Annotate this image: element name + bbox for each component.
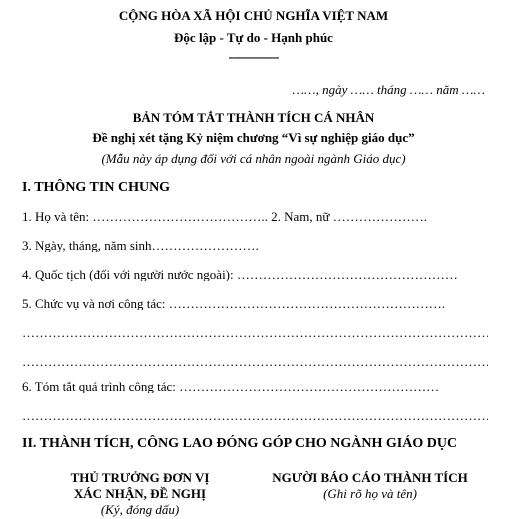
field-position-workplace: 5. Chức vụ và nơi công tác: ………………………………………………………. [22,297,446,310]
document-subtitle: Đề nghị xét tặng Kỷ niệm chương “Vì sự nghiệp giáo dục” [92,130,415,145]
national-motto: Độc lập - Tự do - Hạnh phúc [174,30,333,45]
field-name-gender: 1. Họ và tên: ………………………………….. 2. Nam, nữ …………………. [22,210,427,223]
document-note: (Mẫu này áp dụng đối với cá nhân ngoài ngành Giáo dục) [101,151,406,166]
document-title: BẢN TÓM TẮT THÀNH TÍCH CÁ NHÂN [132,110,375,125]
country-name: CỘNG HÒA XÃ HỘI CHỦ NGHĨA VIỆT NAM [118,8,389,23]
section-1-heading: I. THÔNG TIN CHUNG [22,180,171,195]
blank-dotted-line [22,409,488,422]
motto-underline: --------------- [228,49,279,64]
date-line: ……, ngày …… tháng …… năm …… [292,82,485,97]
blank-dotted-line [22,355,488,368]
signature-left-note: (Ký, đóng dấu) [100,502,180,517]
signature-left-title-2: XÁC NHẬN, ĐỀ NGHỊ [73,486,207,501]
field-birthdate: 3. Ngày, tháng, năm sinh……………………. [22,239,259,252]
section-2-heading: II. THÀNH TÍCH, CÔNG LAO ĐÓNG GÓP CHO NGÀNH GIÁO DỤC [22,436,458,451]
field-work-history: 6. Tóm tắt quá trình công tác: …………………………………………………… [22,380,440,393]
signature-right-title: NGƯỜI BÁO CÁO THÀNH TÍCH [272,470,468,485]
field-nationality: 4. Quốc tịch (đối với người nước ngoài): …………………………………………… [22,268,458,281]
signature-right-note: (Ghi rõ họ và tên) [323,486,417,501]
blank-dotted-line [22,326,488,339]
signature-left-title-1: THỦ TRƯỞNG ĐƠN VỊ [70,470,210,485]
